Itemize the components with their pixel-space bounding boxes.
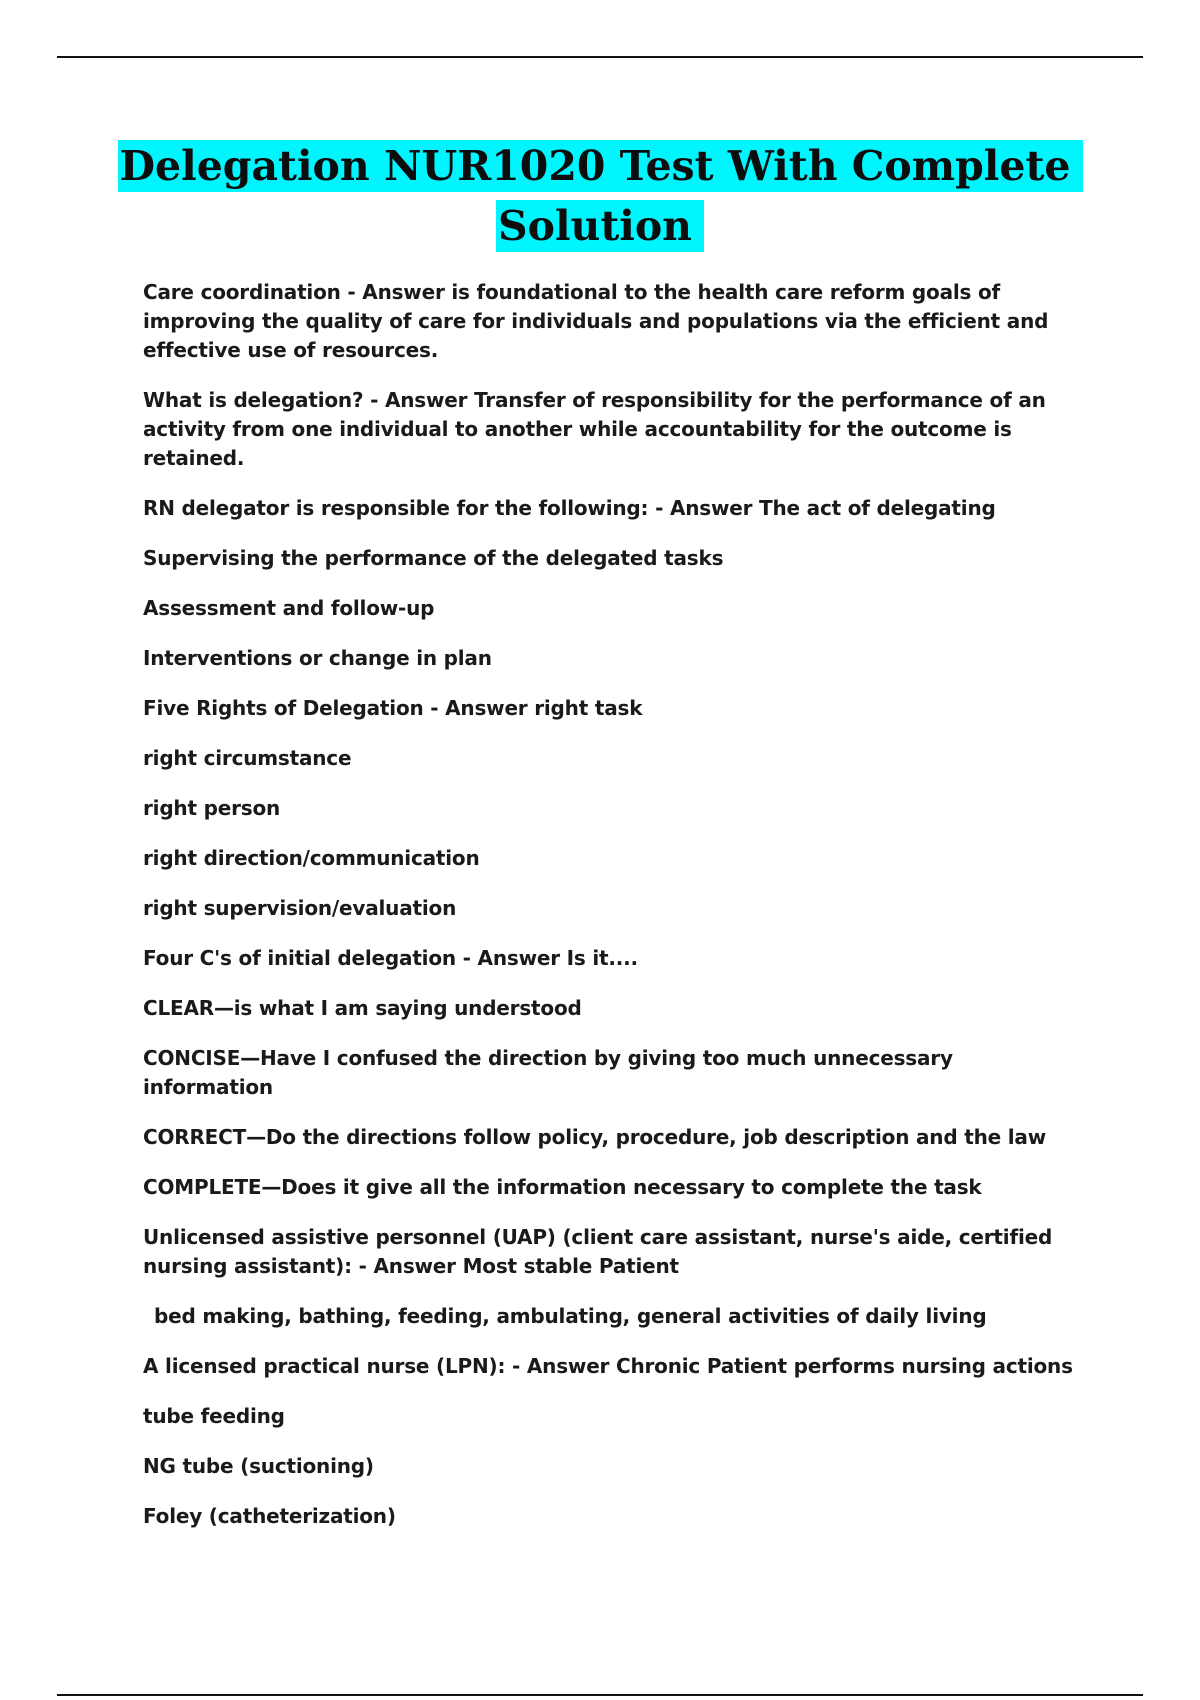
paragraph-item: Interventions or change in plan	[143, 646, 492, 670]
paragraph-five-rights: Five Rights of Delegation - Answer right task	[143, 696, 643, 720]
paragraph-item: Supervising the performance of the delegated tasks	[143, 546, 724, 570]
title-line-2: Solution	[496, 200, 704, 252]
document-body	[143, 278, 1088, 1552]
paragraph-item: Foley (catheterization)	[143, 1504, 396, 1528]
paragraph-item: COMPLETE—Does it give all the information necessary to complete the task	[143, 1175, 982, 1199]
bottom-rule	[57, 1694, 1143, 1696]
paragraph-item: NG tube (suctioning)	[143, 1454, 374, 1478]
paragraph-care-coordination: Care coordination - Answer is foundational to the health care reform goals of improving the quality of care for individuals and populations via the efficient and effective use of resources.	[143, 280, 1049, 362]
paragraph-item: right direction/communication	[143, 846, 480, 870]
paragraph-item: tube feeding	[143, 1404, 285, 1428]
paragraph-lpn: A licensed practical nurse (LPN): - Answer Chronic Patient performs nursing actions	[143, 1354, 1073, 1378]
paragraph-four-cs: Four C's of initial delegation - Answer Is it....	[143, 946, 638, 970]
paragraph-item: CLEAR—is what I am saying understood	[143, 996, 582, 1020]
paragraph-item: right supervision/evaluation	[143, 896, 457, 920]
page-title	[100, 140, 1100, 260]
paragraph-uap: Unlicensed assistive personnel (UAP) (client care assistant, nurse's aide, certified nursing assistant): - Answer Most stable Patient	[143, 1225, 1053, 1278]
paragraph-item: CONCISE—Have I confused the direction by giving too much unnecessary information	[143, 1046, 953, 1099]
paragraph-what-is-delegation: What is delegation? - Answer Transfer of responsibility for the performance of an activity from one individual to another while accountability for the outcome is retained.	[143, 388, 1046, 470]
paragraph-item: bed making, bathing, feeding, ambulating, general activities of daily living	[154, 1304, 987, 1328]
title-line-1: Delegation NUR1020 Test With Complete	[118, 140, 1083, 192]
paragraph-item: Assessment and follow-up	[143, 596, 435, 620]
top-rule	[57, 56, 1143, 58]
paragraph-rn-delegator: RN delegator is responsible for the following: - Answer The act of delegating	[143, 496, 996, 520]
paragraph-item: right person	[143, 796, 281, 820]
paragraph-item: right circumstance	[143, 746, 352, 770]
paragraph-item: CORRECT—Do the directions follow policy, procedure, job description and the law	[143, 1125, 1046, 1149]
